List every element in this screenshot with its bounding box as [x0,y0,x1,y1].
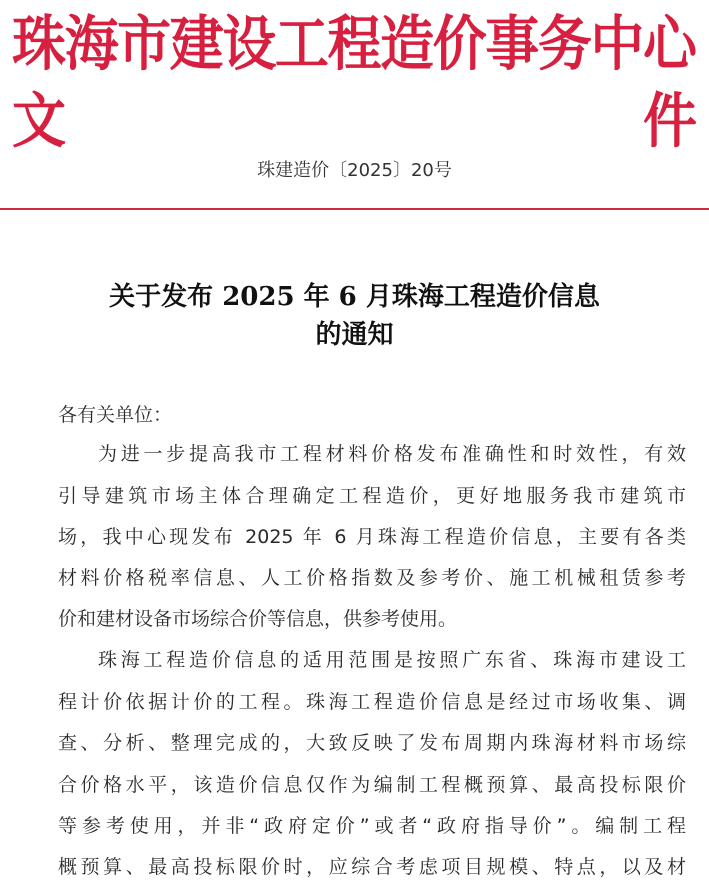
body-line: 场，我中心现发布 2025 年 6 月珠海工程造价信息，主要有各类 [58,526,686,548]
document-number: 珠建造价〔2025〕20号 [257,160,452,181]
body-line: 珠海工程造价信息的适用范围是按照广东省、珠海市建设工 [98,649,686,671]
body-line: 等参考使用，并非“政府定价”或者“政府指导价”。编制工程 [58,815,686,837]
body-line: 为进一步提高我市工程材料价格发布准确性和时效性，有效 [98,443,686,465]
document-masthead: 珠海市建设工程造价事务中心文件 [12,8,695,156]
body-line: 价和建材设备市场综合价等信息，供参考使用。 [58,608,458,630]
notice-title-line-2: 的通知 [315,320,394,350]
body-line: 引导建筑市场主体合理确定工程造价，更好地服务我市建筑市 [58,485,686,507]
salutation: 各有关单位： [58,404,173,426]
notice-title-line-1: 关于发布 2025 年 6 月珠海工程造价信息 [109,282,600,312]
body-line: 概预算、最高投标限价时，应综合考虑项目规模、特点，以及材 [58,856,686,878]
red-divider [0,208,709,210]
body-line: 材料价格税率信息、人工价格指数及参考价、施工机械租赁参考 [58,567,686,589]
body-line: 合价格水平，该造价信息仅作为编制工程概预算、最高投标限价 [58,774,686,796]
body-line: 查、分析、整理完成的，大致反映了发布周期内珠海材料市场综 [58,732,686,754]
body-line: 程计价依据计价的工程。珠海工程造价信息是经过市场收集、调 [58,691,686,713]
